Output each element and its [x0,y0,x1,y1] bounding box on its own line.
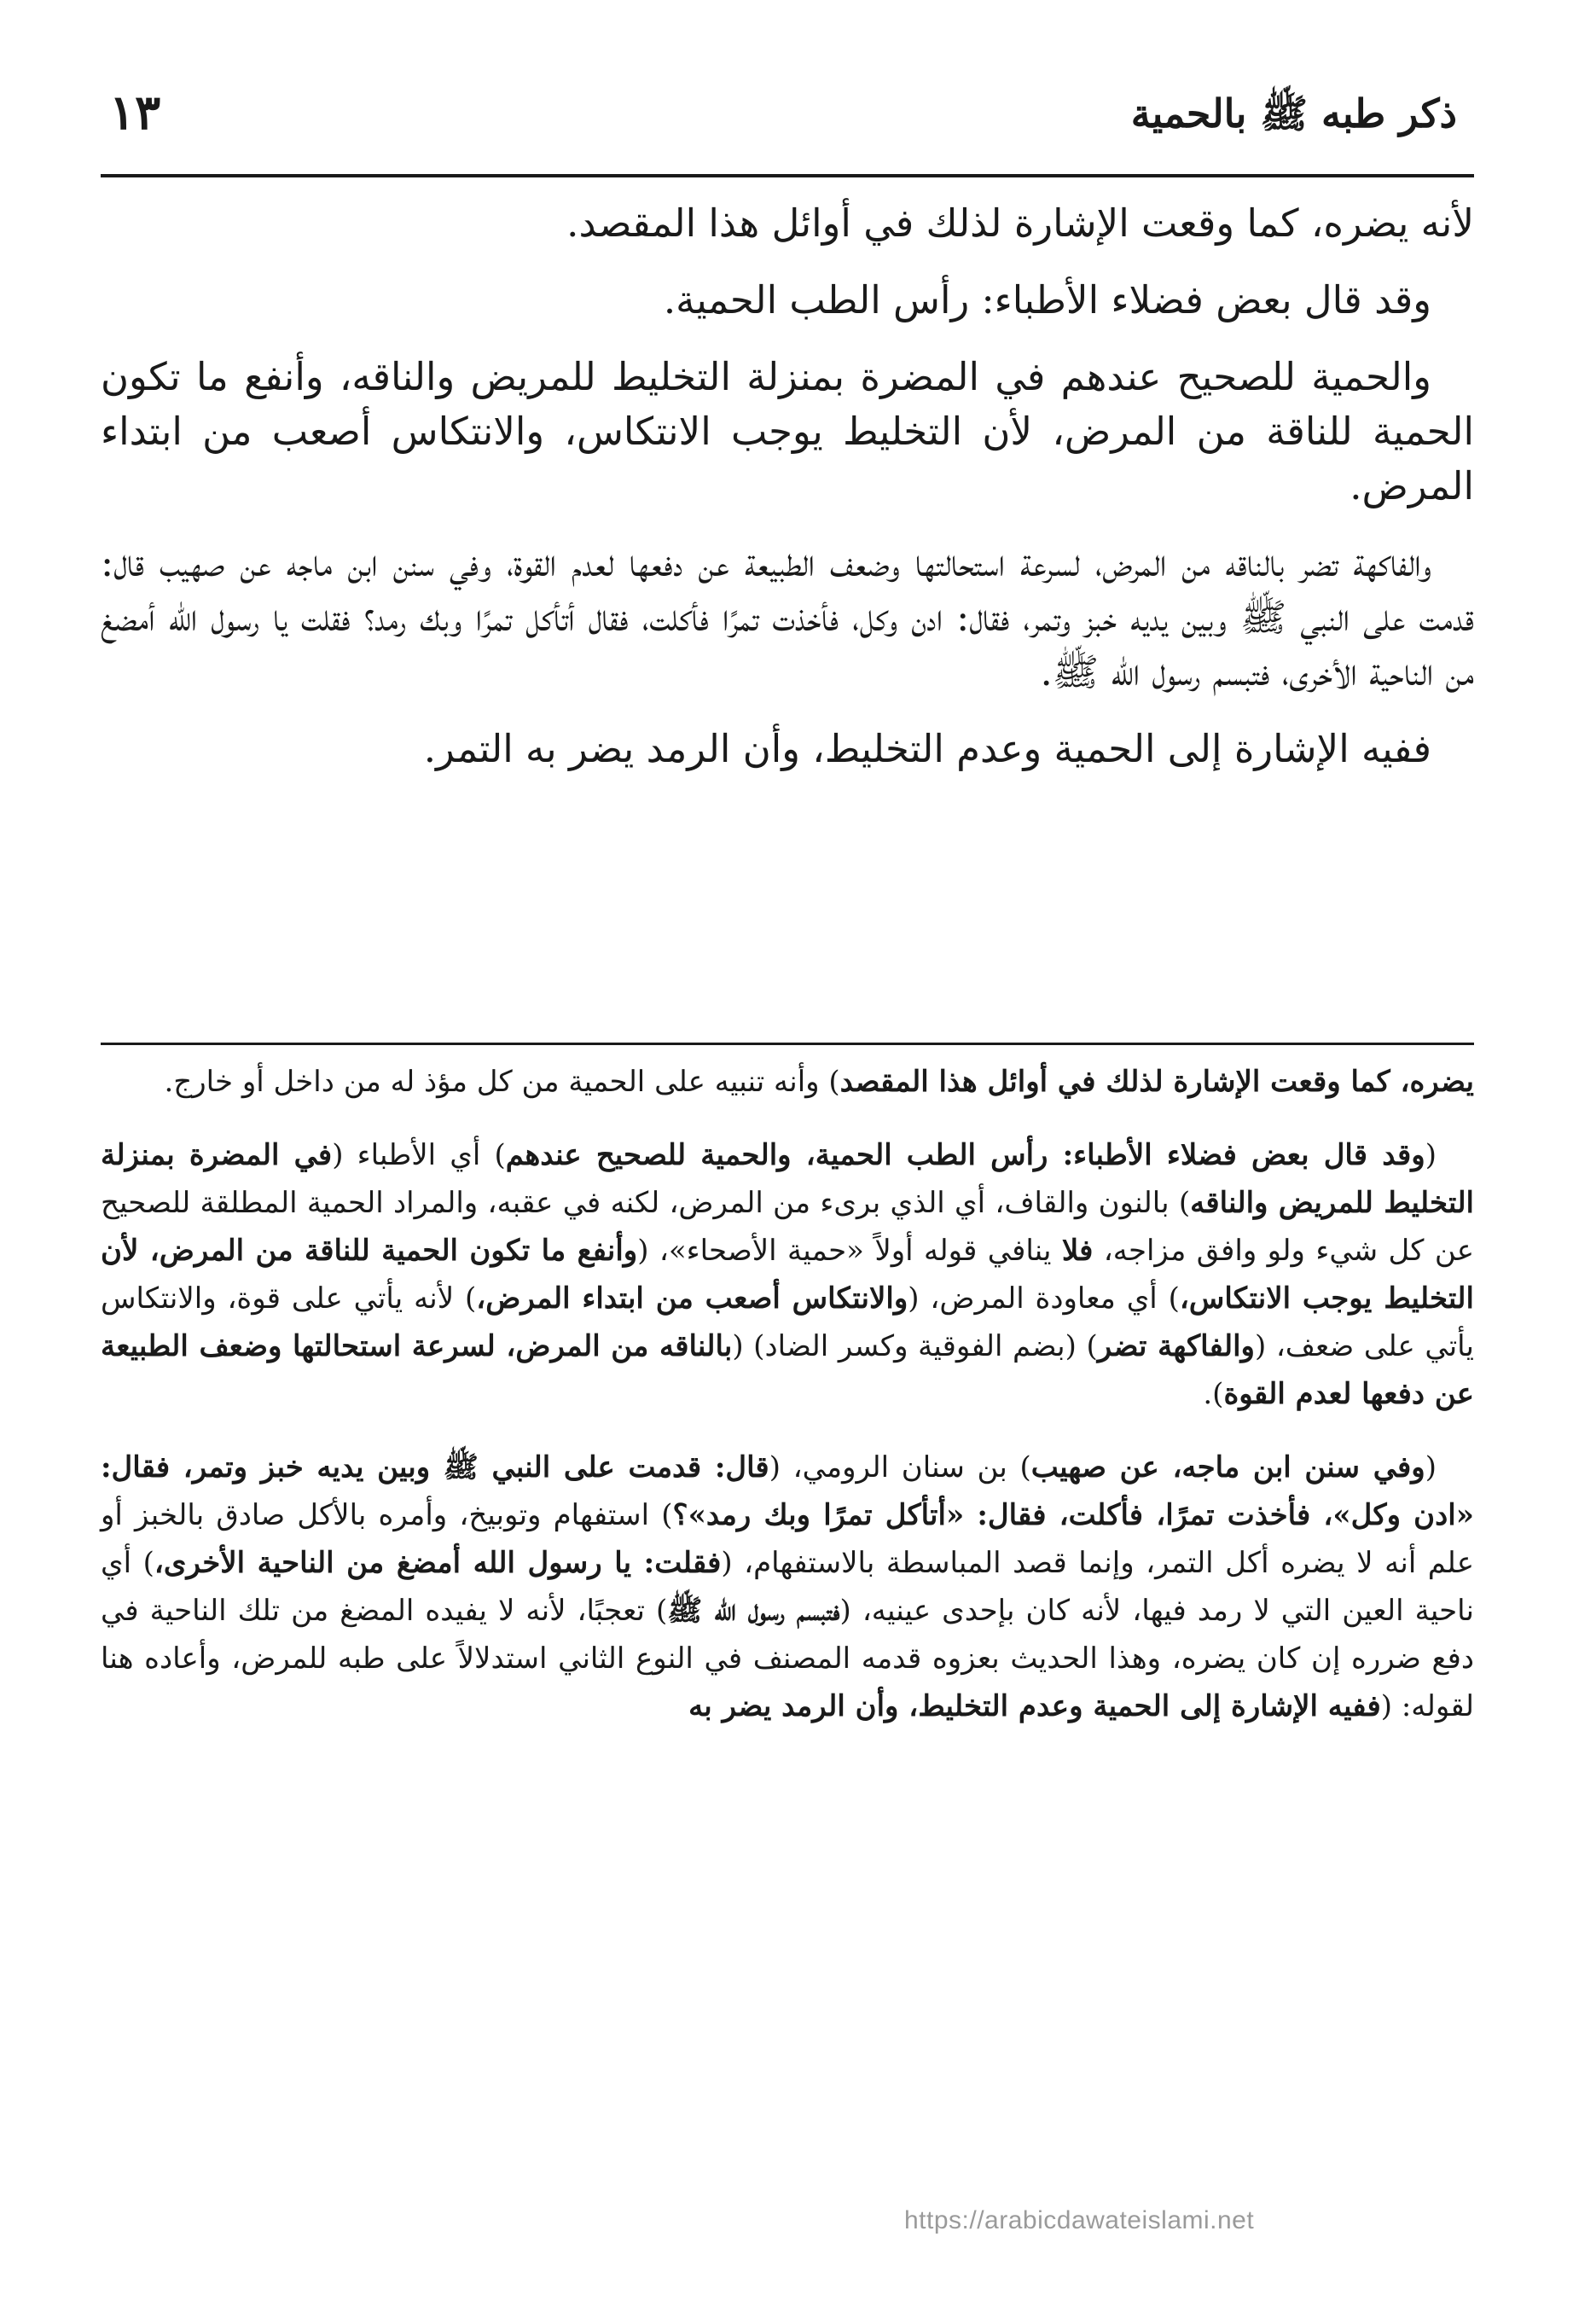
quoted-text: وفي سنن ابن ماجه، عن صهيب [1030,1450,1425,1484]
commentary-text-span: ) تعجبًا، لأنه لا يفيده المضغ من تلك الناحية في دفع ضرره إن كان يضره، وهذا الحديث بعزوه قدمه المصنف في النوع الثاني استدلالاً على طبه للمرض، وأعاده هنا لقوله: ( [101,1594,1474,1723]
commentary-text-span: ) أي الأطباء ( [332,1138,506,1172]
chapter-title: ذكر طبه ﷺ بالحمية [1130,90,1457,137]
commentary-paragraph-1 [101,1058,1474,1106]
commentary-paragraph-2 [101,1131,1474,1418]
quoted-text: والفاكهة تضر [1097,1329,1255,1363]
main-paragraph-2: وقد قال بعض فضلاء الأطباء: رأس الطب الحمية. [663,277,1431,322]
quoted-text: في المضرة بمنزلة التخليط للمريض والناقه [101,1138,1474,1220]
commentary-divider [101,1043,1474,1045]
commentary-text-span: ) لأنه يأتي على قوة، والانتكاس يأتي على ضعف، ( [101,1281,1474,1363]
commentary-text-span: ( [1425,1450,1437,1484]
quoted-text: والانتكاس أصعب من ابتداء المرض، [476,1281,908,1316]
commentary-text-span: ) بالنون والقاف، أي الذي برىء من المرض، لكنه في عقبه، والمراد الحمية المطلقة للصحيح عن كل شيء ولو وافق مزاجه، [101,1186,1475,1268]
commentary-text-span: ينافي قوله أولاً «حمية الأصحاء»، ( [637,1234,1062,1268]
commentary-paragraph-3 [101,1444,1474,1730]
main-paragraph-3: والحمية للصحيح عندهم في المضرة بمنزلة التخليط للمريض والناقه، وأنفع ما تكون الحمية للناقة من المرض، لأن التخليط يوجب الانتكاس، والانتكاس أصعب من ابتداء المرض. [101,354,1474,508]
book-page [101,68,1474,2252]
commentary-text-span: ) استفهام وتوبيخ، وأمره بالأكل صادق بالخبز أو علم أنه لا يضره أكل التمر، وإنما قصد المباسطة بالاستفهام، ( [101,1498,1474,1580]
quoted-text: وقد قال بعض فضلاء الأطباء: رأس الطب الحمية، والحمية للصحيح عندهم [505,1138,1425,1172]
quoted-text: ففيه الإشارة إلى الحمية وعدم التخليط، وأن الرمد يضر به [688,1689,1381,1723]
quoted-text: قال: قدمت على النبي ﷺ وبين يديه خبز وتمر، فقال: «ادن وكل»، فأخذت تمرًا، فأكلت، فقال: «أتأكل تمرًا وبك رمد»؟ [101,1450,1474,1532]
commentary-text-span: ) أي معاودة المرض، ( [908,1281,1180,1316]
header-divider [101,174,1474,177]
page-header [101,68,1474,171]
quoted-text: فتبسم رسول الله ﷺ [667,1594,840,1628]
quoted-text: وأنفع ما تكون الحمية للناقة من المرض، لأن التخليط يوجب الانتكاس، [101,1234,1474,1316]
quoted-text: بالناقه من المرض، لسرعة استحالتها وضعف الطبيعة عن دفعها لعدم القوة [101,1329,1474,1411]
quoted-text: فلا [1061,1234,1094,1268]
main-paragraph-4: والفاكهة تضر بالناقه من المرض، لسرعة استحالتها وضعف الطبيعة عن دفعها لعدم القوة، وفي سنن ابن ماجه عن صهيب قال: قدمت على النبي ﷺ وبين يديه خبز وتمر، فقال: ادن وكل، فأخذت تمرًا فأكلت، فقال أتأكل تمرًا وبك رمد؟ فقلت يا رسول الله أمضغ من الناحية الأخرى، فتبسم رسول الله ﷺ. [101,540,1474,694]
commentary-text-span: ). [1203,1377,1224,1411]
watermark-url: https://arabicdawateislami.net [904,2206,1255,2234]
commentary-text [101,1058,1474,1756]
page-number: ١٣ [109,84,161,141]
quoted-text: يضره، كما وقعت الإشارة لذلك في أوائل هذا المقصد [839,1065,1474,1099]
commentary-text-span: ) أي ناحية العين التي لا رمد فيها، لأنه كان بإحدى عينيه، ( [101,1546,1474,1628]
commentary-text-span: ) بن سنان الرومي، ( [769,1450,1031,1484]
commentary-text-span: ) وأنه تنبيه على الحمية من كل مؤذ له من داخل أو خارج. [164,1065,840,1099]
main-paragraph-5: ففيه الإشارة إلى الحمية وعدم التخليط، وأن الرمد يضر به التمر. [423,726,1431,771]
commentary-text-span: ) (بضم الفوقية وكسر الضاد) ( [732,1329,1098,1363]
main-paragraph-1: لأنه يضره، كما وقعت الإشارة لذلك في أوائل هذا المقصد. [566,200,1474,246]
commentary-text-span: ( [1425,1138,1437,1172]
quoted-text: فقلت: يا رسول الله أمضغ من الناحية الأخرى، [154,1546,722,1580]
main-text [101,196,1474,799]
